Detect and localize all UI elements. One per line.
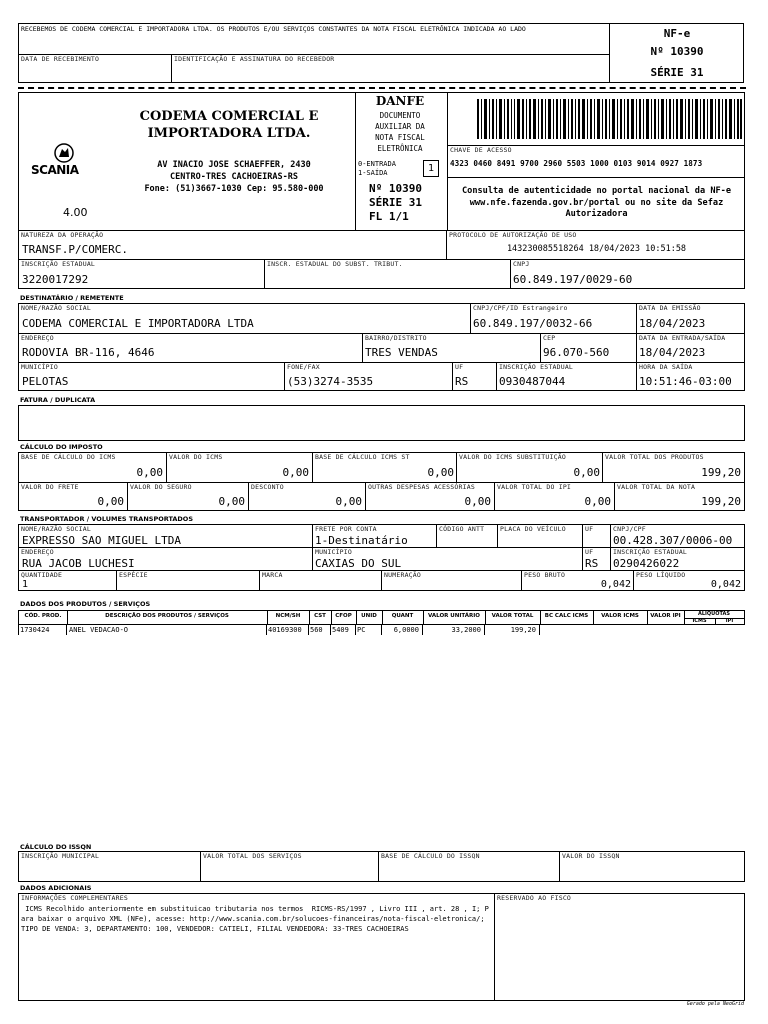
- danfe-desc-1: DOCUMENTO: [379, 111, 421, 120]
- col-cst: CST: [314, 613, 326, 619]
- recipient-section: [18, 303, 745, 391]
- product-cst: 560: [310, 626, 323, 634]
- freight-mode-label: FRETE POR CONTA: [315, 525, 377, 533]
- tax-section: [18, 452, 745, 511]
- col-rate-icms: ICMS: [692, 618, 707, 624]
- municipal-reg-label: INSCRIÇÃO MUNICIPAL: [21, 852, 100, 860]
- freight-label: VALOR DO FRETE: [21, 483, 79, 491]
- recipient-uf: RS: [455, 375, 469, 388]
- issuer-address-3: Fone: (51)3667-1030 Cep: 95.580-000: [144, 184, 324, 194]
- base-icms-label: BASE DE CÁLCULO DO ICMS: [21, 453, 116, 461]
- ipi-total: 0,00: [584, 495, 611, 508]
- danfe-desc-2: AUXILIAR DA: [375, 122, 425, 131]
- access-key-label: CHAVE DE ACESSO: [450, 146, 512, 154]
- other-expenses-label: OUTRAS DESPESAS ACESSÓRIAS: [368, 483, 475, 491]
- danfe-desc-3: NOTA FISCAL: [375, 133, 425, 142]
- col-icms: VALOR ICMS: [601, 613, 639, 619]
- layout-version: 4.00: [63, 206, 88, 219]
- brand-name: SCANIA: [31, 163, 79, 177]
- freight-value: 0,00: [97, 495, 124, 508]
- danfe-series: SÉRIE 31: [369, 196, 422, 209]
- carrier-uf2-label: UF: [585, 548, 594, 556]
- recipient-cnpj: 60.849.197/0032-66: [473, 317, 593, 330]
- note-total: 199,20: [701, 495, 741, 508]
- recipient-cep-label: CEP: [543, 334, 556, 342]
- receipt-stub: [18, 23, 744, 83]
- product-qty: 6,0000: [393, 626, 419, 634]
- issuer-address-2: CENTRO-TRES CACHOEIRAS-RS: [170, 172, 298, 182]
- col-ipi: VALOR IPI: [650, 613, 681, 619]
- volume-qty-label: QUANTIDADE: [21, 571, 63, 579]
- carrier-city-label: MUNICÍPIO: [315, 548, 353, 556]
- transport-section-title: TRANSPORTADOR / VOLUMES TRANSPORTADOS: [20, 515, 194, 523]
- issuer-ie-st-label: INSCR. ESTADUAL DO SUBST. TRIBUT.: [267, 260, 403, 268]
- volume-qty: 1: [22, 579, 29, 590]
- recipient-cep: 96.070-560: [543, 346, 610, 359]
- carrier-name: EXPRESSO SAO MIGUEL LTDA: [22, 534, 181, 547]
- emission-date: 18/04/2023: [639, 317, 706, 330]
- recipient-ie: 0930487044: [499, 375, 566, 388]
- col-code: CÓD. PROD.: [24, 613, 62, 619]
- note-total-label: VALOR TOTAL DA NOTA: [617, 483, 696, 491]
- issqn-section-title: CÁLCULO DO ISSQN: [20, 843, 92, 851]
- company-name-2: IMPORTADORA LTDA.: [147, 126, 311, 141]
- carrier-address-label: ENDEREÇO: [21, 548, 54, 556]
- additional-section: [18, 893, 745, 1001]
- exit-label: 1-SAÍDA: [358, 169, 388, 177]
- recipient-name-label: NOME/RAZÃO SOCIAL: [21, 304, 91, 312]
- complementary-info-label: INFORMAÇÕES COMPLEMENTARES: [21, 894, 128, 902]
- danfe-number: Nº 10390: [369, 182, 422, 195]
- exit-time: 10:51:46-03:00: [639, 375, 732, 388]
- other-expenses-value: 0,00: [464, 495, 491, 508]
- issqn-section: [18, 851, 745, 882]
- access-key: 4323 0460 8491 9700 2960 5503 1000 0103 9014 0927 1873: [450, 159, 703, 168]
- icms-value: 0,00: [282, 466, 309, 479]
- tax-section-title: CÁLCULO DO IMPOSTO: [20, 443, 103, 451]
- col-description: DESCRIÇÃO DOS PRODUTOS / SERVIÇOS: [105, 613, 229, 619]
- scania-logo: [29, 143, 99, 183]
- recipient-address: RODOVIA BR-116, 4646: [22, 346, 155, 359]
- brand-label: MARCA: [262, 571, 283, 579]
- generated-by: Gerado pela NeoGrid: [686, 1001, 744, 1007]
- recipient-uf-label: UF: [455, 363, 464, 371]
- net-weight: 0,042: [710, 579, 741, 590]
- recipient-address-label: ENDEREÇO: [21, 334, 54, 342]
- entry-label: 0-ENTRADA: [358, 160, 396, 168]
- consult-text: Consulta de autenticidade no portal nacional da NF-e www.nfe.fazenda.gov.br/portal ou no site da Sefaz Autorizadora: [461, 186, 732, 219]
- carrier-ie-label: INSCRIÇÃO ESTADUAL: [613, 548, 688, 556]
- col-rates: ALÍQUOTAS: [698, 611, 730, 617]
- col-cfop: CFOP: [335, 613, 352, 619]
- carrier-name-label: NOME/RAZÃO SOCIAL: [21, 525, 91, 533]
- product-total: 199,20: [510, 626, 536, 634]
- col-rate-ipi: IPI: [725, 618, 734, 624]
- receipt-signature-label: IDENTIFICAÇÃO E ASSINATURA DO RECEBEDOR: [174, 55, 335, 63]
- nature-label: NATUREZA DA OPERAÇÃO: [21, 231, 104, 239]
- species-label: ESPÉCIE: [119, 571, 148, 579]
- issqn-value-label: VALOR DO ISSQN: [562, 852, 620, 860]
- col-unit-value: VALOR UNITÁRIO: [428, 613, 480, 619]
- freight-mode: 1-Destinatário: [315, 534, 408, 547]
- recipient-district: TRES VENDAS: [365, 346, 438, 359]
- discount-value: 0,00: [335, 495, 362, 508]
- numbering-label: NUMERAÇÃO: [384, 571, 422, 579]
- carrier-uf2: RS: [585, 557, 599, 570]
- issuer-ie-label: INSCRIÇÃO ESTADUAL: [21, 260, 96, 268]
- recipient-district-label: BAIRRO/DISTRITO: [365, 334, 427, 342]
- product-unit-value: 33,2000: [451, 626, 481, 634]
- recipient-name: CODEMA COMERCIAL E IMPORTADORA LTDA: [22, 317, 254, 330]
- recipient-city-label: MUNICÍPIO: [21, 363, 59, 371]
- products-section-title: DADOS DOS PRODUTOS / SERVIÇOS: [20, 600, 151, 608]
- danfe-title: DANFE: [375, 94, 425, 108]
- product-row: [18, 625, 745, 635]
- recipient-cnpj-label: CNPJ/CPF/ID Estrangeiro: [473, 304, 568, 312]
- net-weight-label: PESO LÍQUIDO: [636, 571, 686, 579]
- col-total: VALOR TOTAL: [491, 613, 534, 619]
- plate-label: PLACA DO VEÍCULO: [500, 525, 566, 533]
- products-header: [18, 610, 745, 625]
- operation-type-box: 1: [423, 160, 439, 177]
- fisco-label: RESERVADO AO FISCO: [497, 894, 572, 902]
- insurance-value: 0,00: [218, 495, 245, 508]
- recipient-section-title: DESTINATÁRIO / REMETENTE: [20, 294, 124, 302]
- gross-weight-label: PESO BRUTO: [524, 571, 566, 579]
- protocol-value: 143230085518264 18/04/2023 10:51:58: [506, 244, 687, 254]
- complementary-info: ICMS Recolhido anteriormente em substituicao tributaria nos termos RICMS-RS/1997 , Livro III , art. 28 , I; Para baixar o arquivo XML (NFe), acesse: http://www.scania.com.br/solucoes-financeiras/nota-fiscal-eletronica/; TIPO DE VENDA: 3, DEPARTAMENTO: 100, VENDEDOR: CATIELI, FILIAL VENDEDORA: 33-TRES CACHOEIRAS: [21, 905, 489, 933]
- ipi-total-label: VALOR TOTAL DO IPI: [497, 483, 572, 491]
- product-cfop: 5409: [332, 626, 349, 634]
- carrier-address: RUA JACOB LUCHESI: [22, 557, 135, 570]
- operation-section: [18, 230, 745, 289]
- access-key-barcode: [477, 99, 742, 139]
- recipient-ie-label: INSCRIÇÃO ESTADUAL: [499, 363, 574, 371]
- issuer-cnpj: 60.849.197/0029-60: [513, 273, 633, 286]
- danfe-page: FL 1/1: [369, 210, 409, 223]
- stub-nfe-label: NF-e: [663, 27, 691, 40]
- barcode-icon: [477, 99, 742, 139]
- stub-nfe-series: SÉRIE 31: [650, 66, 704, 79]
- issuer-address-1: AV INACIO JOSE SCHAEFFER, 2430: [157, 160, 311, 170]
- danfe-header: [18, 92, 745, 231]
- base-st: 0,00: [427, 466, 454, 479]
- cut-line: [18, 87, 746, 89]
- recipient-phone-label: FONE/FAX: [287, 363, 320, 371]
- issuer-cnpj-label: CNPJ: [513, 260, 530, 268]
- icms-label: VALOR DO ICMS: [169, 453, 223, 461]
- recipient-phone: (53)3274-3535: [287, 375, 374, 388]
- nature-value: TRANSF.P/COMERC.: [22, 243, 128, 256]
- carrier-cnpj-label: CNPJ/CPF: [613, 525, 646, 533]
- carrier-uf-label: UF: [585, 525, 594, 533]
- danfe-desc-4: ELETRÔNICA: [377, 144, 423, 153]
- exit-date-label: DATA DA ENTRADA/SAÍDA: [639, 334, 726, 342]
- receipt-text: RECEBEMOS DE CODEMA COMERCIAL E IMPORTADORA LTDA. OS PRODUTOS E/OU SERVIÇOS CONSTANTES DA NOTA FISCAL ELETRÔNICA INDICADA AO LADO: [21, 25, 526, 33]
- col-ncm: NCM/SH: [275, 613, 301, 619]
- insurance-label: VALOR DO SEGURO: [130, 483, 192, 491]
- carrier-cnpj: 00.428.307/0006-00: [613, 534, 733, 547]
- products-total: 199,20: [701, 466, 741, 479]
- invoice-section: [18, 405, 745, 441]
- protocol-label: PROTOCOLO DE AUTORIZAÇÃO DE USO: [449, 231, 577, 239]
- additional-section-title: DADOS ADICIONAIS: [20, 884, 92, 892]
- product-unit: PC: [357, 626, 366, 634]
- col-qty: QUANT: [391, 613, 414, 619]
- recipient-city: PELOTAS: [22, 375, 69, 388]
- discount-label: DESCONTO: [251, 483, 284, 491]
- carrier-ie: 0290426022: [613, 557, 680, 570]
- exit-date: 18/04/2023: [639, 346, 706, 359]
- products-total-label: VALOR TOTAL DOS PRODUTOS: [605, 453, 704, 461]
- transport-section: [18, 524, 745, 591]
- carrier-city: CAXIAS DO SUL: [315, 557, 402, 570]
- base-icms: 0,00: [136, 466, 163, 479]
- stub-nfe-number: Nº 10390: [650, 45, 704, 58]
- gross-weight: 0,042: [600, 579, 631, 590]
- col-bc-icms: BC CALC ICMS: [544, 613, 589, 619]
- icms-st-label: VALOR DO ICMS SUBSTITUIÇÃO: [459, 453, 566, 461]
- services-total-label: VALOR TOTAL DOS SERVIÇOS: [203, 852, 302, 860]
- issqn-base-label: BASE DE CÁLCULO DO ISSQN: [381, 852, 480, 860]
- icms-st: 0,00: [573, 466, 600, 479]
- exit-time-label: HORA DA SAÍDA: [639, 363, 693, 371]
- invoice-section-title: FATURA / DUPLICATA: [20, 396, 96, 404]
- product-description: ANEL VEDACAO-O: [69, 626, 129, 634]
- emission-date-label: DATA DA EMISSÃO: [639, 304, 701, 312]
- product-ncm: 40169300: [268, 626, 302, 634]
- receipt-date-label: DATA DE RECEBIMENTO: [21, 55, 100, 63]
- col-unit: UNID: [361, 613, 377, 619]
- antt-label: CÓDIGO ANTT: [439, 525, 485, 533]
- company-name-1: CODEMA COMERCIAL E: [139, 109, 319, 124]
- base-st-label: BASE DE CÁLCULO ICMS ST: [315, 453, 410, 461]
- product-code: 1730424: [20, 626, 50, 634]
- issuer-ie: 3220017292: [22, 273, 89, 286]
